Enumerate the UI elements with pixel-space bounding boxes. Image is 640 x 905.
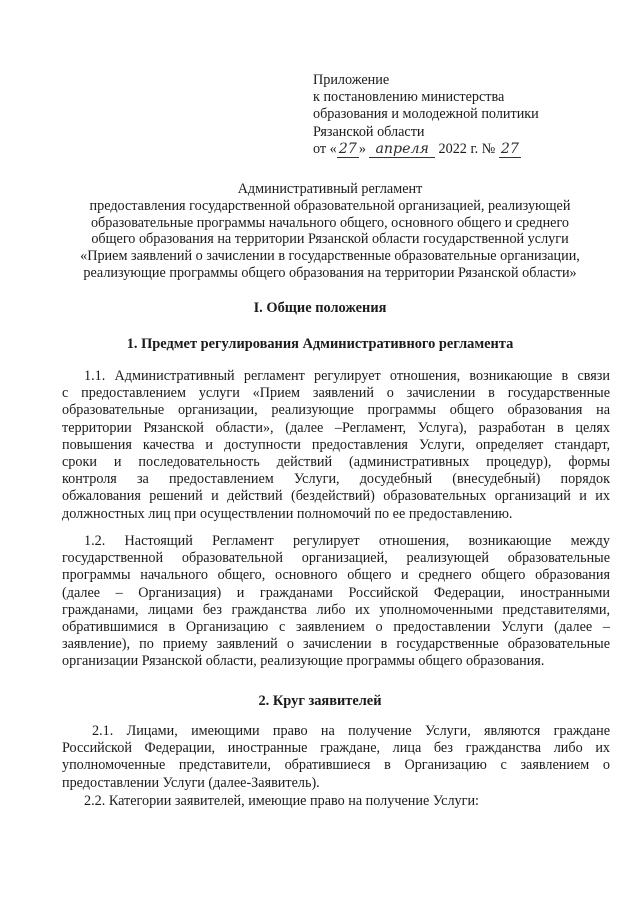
paragraph-line: заявление), по приему заявлений о зачислении в государственные образовательные <box>62 636 610 653</box>
paragraph-line: 1.1. Административный регламент регулирует отношения, возникающие в связи <box>84 368 610 384</box>
title-line: Административный регламент <box>237 181 423 197</box>
handwritten-day: 27 <box>338 140 357 157</box>
handwritten-number: 27 <box>500 140 519 157</box>
paragraph-line: государственной образовательной организацией, реализующей образовательные <box>62 550 610 567</box>
appendix-line: Рязанской области <box>313 123 425 140</box>
subsection-heading: 2. Круг заявителей <box>258 693 382 709</box>
paragraph-line: обратившимися в Организацию с заявлением о предоставлении Услуги (далее – <box>62 618 610 635</box>
handwritten-month: апреля <box>369 142 435 158</box>
appendix-line: образования и молодежной политики <box>313 106 539 123</box>
paragraph-line: 2.1. Лицами, имеющими право на получение Услуги, являются граждане <box>92 723 610 739</box>
paragraph-1-2 <box>62 533 610 671</box>
appendix-line: к постановлению министерства <box>313 89 505 106</box>
title-line: образовательные программы начального общего, основного общего и среднего <box>90 214 570 231</box>
paragraph-line: 2.2. Категории заявителей, имеющие право на получение Услуги: <box>84 793 479 809</box>
subsection-heading: 1. Предмет регулирования Административного регламента <box>126 336 514 352</box>
paragraph-line: образовательные организации, реализующие программы общего образования на <box>62 402 610 419</box>
paragraph-line: с предоставлением услуги «Прием заявлений о зачислении в государственные <box>62 385 610 402</box>
title-line: «Прием заявлений о зачислении в государственные образовательные организации, <box>80 248 580 265</box>
appendix-date-line <box>313 141 539 158</box>
date-year: 2022 г. № <box>438 140 496 157</box>
title-line: реализующие программы общего образования на территории Рязанской области» <box>83 264 577 281</box>
paragraph-line: 1.2. Настоящий Регламент регулирует отношения, возникающие между <box>84 533 610 549</box>
paragraph-line: предоставлении Услуги (далее-Заявитель). <box>62 774 320 791</box>
paragraph-line: должностных лиц при осуществлении полномочий по ее предоставлению. <box>62 505 513 522</box>
title-line: общего образования на территории Рязанской области государственной услуги <box>91 231 569 248</box>
paragraph-line: программы начального общего, основного общего и среднего общего образования <box>62 567 610 584</box>
appendix-line: Приложение <box>313 72 390 88</box>
paragraph-line: обжалования решений и действий (бездействий) образовательных организаций и их <box>62 488 610 505</box>
appendix-block <box>313 72 539 158</box>
paragraph-line: повышения качества и доступности предоставления Услуги, определяет стандарт, <box>62 436 610 453</box>
document-title <box>40 181 620 282</box>
paragraph-line: гражданами, лицами без гражданства либо их уполномоченными представителями, <box>62 601 610 618</box>
paragraph-2-1 <box>62 723 610 792</box>
paragraph-line: контроля за предоставлением Услуги, досудебный (внесудебный) порядок <box>62 471 610 488</box>
title-line: предоставления государственной образовательной организацией, реализующей <box>89 197 571 214</box>
paragraph-line: (далее – Организация) и гражданами Российской Федерации, иностранными <box>62 584 610 601</box>
paragraph-line: уполномоченные представители, обратившиеся в Организацию с заявлением о <box>62 757 610 774</box>
paragraph-1-1 <box>62 368 610 523</box>
paragraph-line: Российской Федерации, иностранные граждане, лица без гражданства либо их <box>62 740 610 757</box>
paragraph-line: организации Рязанской области, реализующие программы общего образования. <box>62 653 545 670</box>
date-mid: » <box>358 140 366 157</box>
paragraph-line: сроки и последовательность действий (административных процедур), формы <box>62 453 610 470</box>
paragraph-line: территории Рязанской области», (далее –Регламент, Услуга), разработан в целях <box>62 419 610 436</box>
section-heading: I. Общие положения <box>253 300 387 316</box>
paragraph-2-2 <box>62 793 610 810</box>
date-prefix: от « <box>313 140 337 157</box>
